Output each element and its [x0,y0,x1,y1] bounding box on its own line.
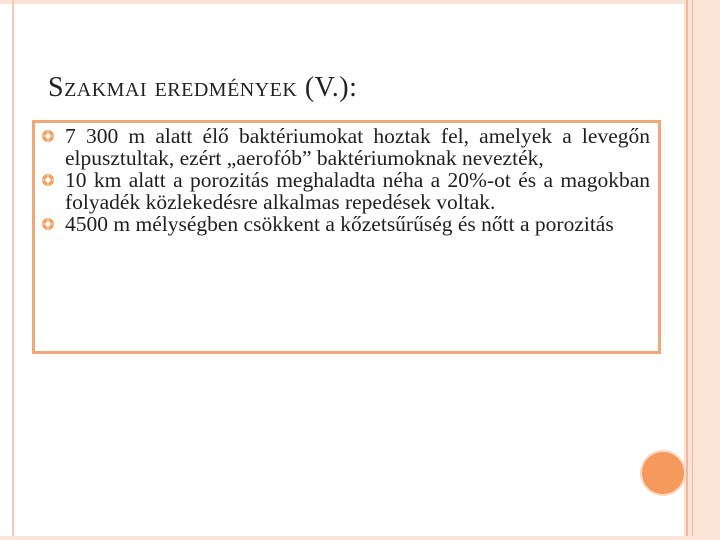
title-smallcaps: zakmai eredmények [64,72,298,103]
sun-bullet-icon [41,129,55,143]
right-frame-line [686,0,688,540]
left-margin-line [12,0,14,540]
bullet-item [35,125,650,169]
bullet-text: 10 km alatt a porozitás meghaladta néha a 20%-ot és a magokban folyadék közlekedésre alkalmas repedések voltak. [65,168,650,214]
content-box [32,120,661,354]
right-frame-line-thin [692,0,693,540]
title-initial: S [48,72,65,103]
bullet-item [35,213,650,235]
bottom-frame-strip [0,536,720,540]
bullet-text: 4500 m mélységben csökkent a kőzetsűrűség és nőtt a porozitás [65,212,614,236]
orange-circle-icon [640,450,686,496]
bullet-text: 7 300 m alatt élő baktériumokat hoztak fel, amelyek a levegőn elpusztultak, ezért „aerofób” baktériumoknak nevezték, [65,124,650,170]
sun-bullet-icon [41,217,55,231]
right-frame-band [684,0,720,540]
bullet-item [35,169,650,213]
title-suffix: (V.): [297,72,358,103]
top-frame-strip [0,0,720,4]
bullet-list [35,123,658,235]
slide-title [48,72,357,104]
sun-bullet-icon [41,173,55,187]
